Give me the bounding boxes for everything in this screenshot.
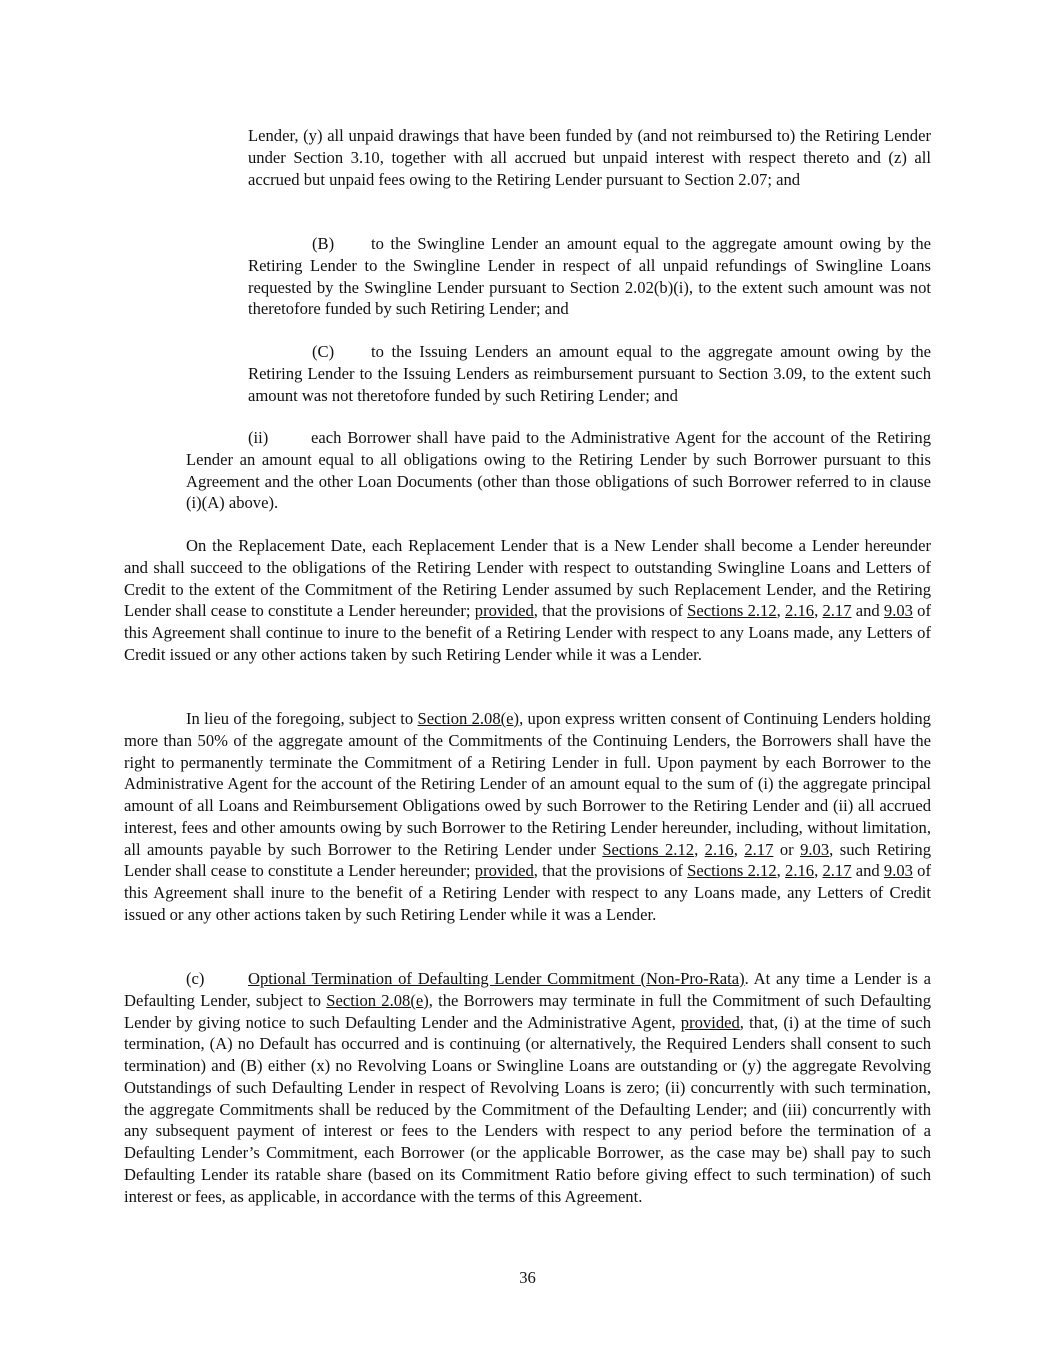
replacement-text-2: , that the provisions of [533,601,688,621]
provided-term: provided [474,861,534,881]
section-ref-9-03: 9.03 [800,839,830,859]
section-ref-2-17: 2.17 [822,861,852,881]
section-ref-2-08e: Section 2.08(e) [417,709,520,728]
section-ref-2-08e: Section 2.08(e) [326,990,429,1010]
paragraph-b [248,233,931,320]
paragraph-c [248,341,931,406]
section-ref-2-12: Sections 2.12 [687,861,777,881]
section-ref-2-17: 2.17 [744,839,774,859]
provided-term: provided [474,601,534,621]
separator: , [776,861,786,881]
section-c-text-2: , the Borrowers may terminate in full the Commitment of such Defaulting Lender by giving notice to such Defaulting Lender and the Administrative Agent, [124,990,931,1032]
paragraph-in-lieu [124,708,931,926]
section-ref-2-16: 2.16 [704,839,734,859]
paragraph-b-label: (B) [312,234,335,253]
paragraph-b-text: to the Swingline Lender an amount equal to the aggregate amount owing by the Retiring Lender to the Swingline Lender in respect of all unpaid refundings of Swingline Loans requested by the Swingline Lender pursuant to Section 2.02(b)(i), to the extent such amount was not theretofore funded by such Retiring Lender; and [248,234,931,319]
replacement-text-1: On the Replacement Date, each Replacement Lender that is a New Lender shall become a Lender hereunder and shall succeed to the obligations of the Retiring Lender with respect to outstanding Swingline Loans and Letters of Credit to the extent of the Commitment of the Retiring Lender assumed by such Replacement Lender, and the Retiring Lender shall cease to constitute a Lender hereunder; [124,536,931,621]
separator: , [814,861,823,881]
page-number: 36 [519,1268,536,1287]
section-ref-2-16: 2.16 [785,861,815,881]
lieu-text-3: , such Retiring Lender shall cease to constitute a Lender hereunder; [124,839,932,881]
lieu-text-5: of this Agreement shall inure to the benefit of a Retiring Lender with respect to any Loans made, any Letters of Credit issued or any other actions taken by such Retiring Lender while it was a Lender. [124,861,931,924]
paragraph-ii-label: (ii) [248,428,269,447]
conjunction: and [851,861,884,881]
section-c-heading: Optional Termination of Defaulting Lender Commitment (Non-Pro-Rata) [248,969,745,988]
lieu-text-1: In lieu of the foregoing, subject to [186,709,418,728]
paragraph-ii-text: each Borrower shall have paid to the Administrative Agent for the account of the Retiring Lender an amount equal to all obligations owing to the Retiring Lender by such Borrower pursuant to this Agreement and the other Loan Documents (other than those obligations of such Borrower referred to in clause (i)(A) above). [186,428,931,513]
replacement-text-3: of this Agreement shall continue to inure to the benefit of a Retiring Lender with respect to any Loans made, any Letters of Credit issued or any other actions taken by such Retiring Lender while it was a Lender. [124,601,931,664]
paragraph-c-label: (C) [312,342,335,361]
provided-term: provided [680,1012,740,1032]
section-c-text-3: , that, (i) at the time of such termination, (A) no Default has occurred and is continuing (or alternatively, the Required Lenders shall consent to such termination) and (B) either (x) no Revolving Loans or Swingline Loans are outstanding or (y) the aggregate Revolving Outstandings of such Defaulting Lender in respect of Revolving Loans is zero; (ii) concurrently with such termination, the aggregate Commitments shall be reduced by the Commitment of the Defaulting Lender; and (iii) concurrently with any subsequent payment of interest or fees to the Lenders with respect to any period before the termination of a Defaulting Lender’s Commitment, each Borrower (or the applicable Borrower, as the case may be) shall pay to such Defaulting Lender its ratable share (based on its Commitment Ratio before giving effect to such termination) of such interest or fees, as applicable, in accordance with the terms of this Agreement. [124,1012,931,1206]
paragraph-ii [186,427,931,514]
lieu-text-2: , upon express written consent of Continuing Lenders holding more than 50% of the aggregate amount of the Commitments of the Continuing Lenders, the Borrowers shall have the right to permanently terminate the Commitment of a Retiring Lender in full. Upon payment by each Borrower to the Administrative Agent for the account of the Retiring Lender of an amount equal to the sum of (i) the aggregate principal amount of all Loans and Reimbursement Obligations owed by such Borrower to the Retiring Lender and (ii) all accrued interest, fees and other amounts owing by such Borrower to the Retiring Lender hereunder, including, without limitation, all amounts payable by such Borrower to the Retiring Lender under [124,709,931,859]
section-ref-2-12: Sections 2.12 [602,839,695,859]
separator: , [694,839,705,859]
section-ref-9-03: 9.03 [883,861,913,881]
lieu-text-4: , that the provisions of [533,861,688,881]
separator: , [776,601,786,621]
conjunction: and [851,601,884,621]
section-ref-2-12: Sections 2.12 [687,601,777,621]
section-c-text-1: . At any time a Lender is a Defaulting Lender, subject to [124,969,931,1010]
section-ref-2-17: 2.17 [822,601,852,621]
paragraph-replacement-date [124,535,931,666]
section-ref-9-03: 9.03 [883,601,913,621]
separator: , [733,839,745,859]
section-c-label: (c) [186,969,205,988]
paragraph-a-continuation [248,125,931,190]
paragraph-a-text: Lender, (y) all unpaid drawings that have been funded by (and not reimbursed to) the Retiring Lender under Section 3.10, together with all accrued but unpaid interest with respect thereto and (z) all accrued but unpaid fees owing to the Retiring Lender pursuant to Section 2.07; and [248,126,931,189]
paragraph-c-text: to the Issuing Lenders an amount equal to the aggregate amount owing by the Retiring Lender to the Issuing Lenders as reimbursement pursuant to Section 3.09, to the extent such amount was not theretofore funded by such Retiring Lender; and [248,342,931,405]
separator: , [814,601,823,621]
conjunction: or [773,839,801,859]
paragraph-c-optional-termination [124,968,931,1207]
section-ref-2-16: 2.16 [785,601,815,621]
